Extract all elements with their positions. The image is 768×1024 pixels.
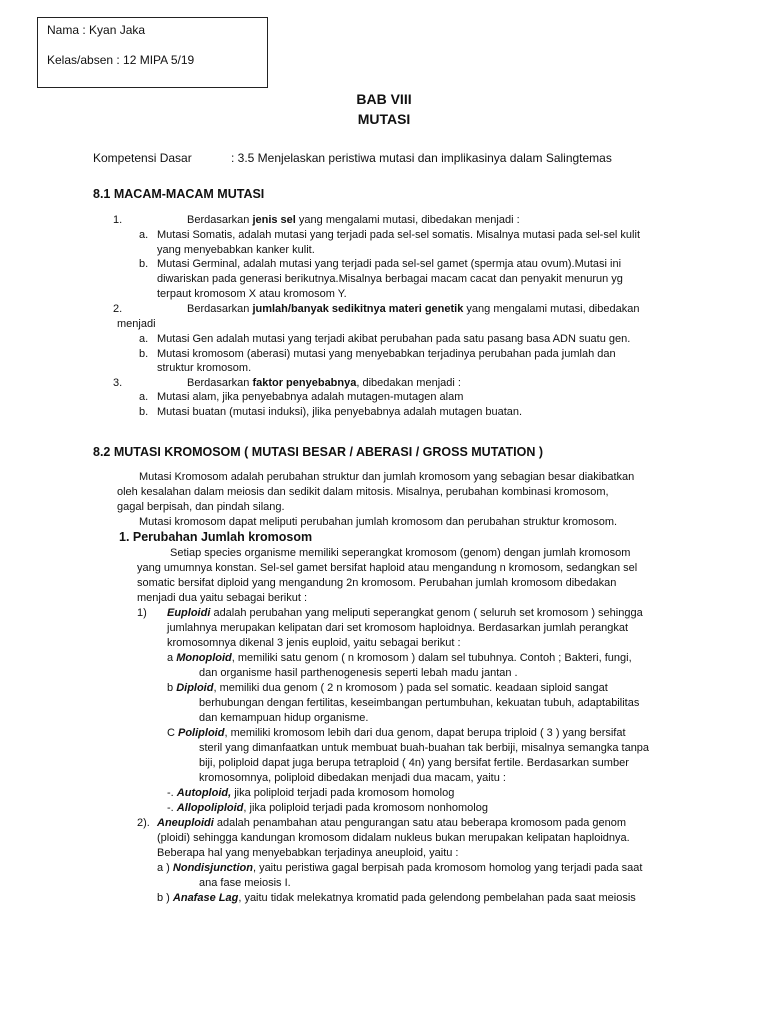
list-marker: a. xyxy=(139,391,149,403)
chapter-number: BAB VIII xyxy=(356,91,412,107)
kd-label: Kompetensi Dasar xyxy=(93,151,192,165)
paragraph-line: ana fase meiosis I. xyxy=(199,877,291,889)
paragraph-line: berhubungan dengan fertilitas, keseimbangan pertumbuhan, kekuatan tubuh, adaptabilitas xyxy=(199,697,640,709)
paragraph-line: kromosomnya, poliploid dibedakan menjadi dua macam, yaitu : xyxy=(199,772,506,784)
list-item-text: struktur kromosom. xyxy=(157,362,252,374)
paragraph-line: Mutasi Kromosom adalah perubahan struktur dan jumlah kromosom yang sebagian besar diakibatkan xyxy=(139,471,635,483)
student-class: Kelas/absen : 12 MIPA 5/19 xyxy=(47,53,195,67)
list-item: a Monoploid, memiliki satu genom ( n kromosom ) dalam sel tubuhnya. Contoh ; Bakteri, fungi, xyxy=(167,652,632,664)
paragraph-line: dan kemampuan hidup organisme. xyxy=(199,712,369,724)
list-item-text: terpaut kromosom X atau kromosom Y. xyxy=(157,288,347,300)
list-item-text: diwariskan pada generasi berikutnya.Misalnya berbagai macam cacat dan penyakit menurun yg xyxy=(157,273,623,285)
paragraph-line: Beberapa hal yang menyebabkan terjadinya aneuploid, yaitu : xyxy=(157,847,459,859)
paragraph-line: oleh kesalahan dalam meiosis dan sedikit dalam mitosis. Misalnya, perubahan kombinasi kromosom, xyxy=(117,486,609,498)
paragraph-line: jumlahnya merupakan kelipatan dari set kromosom haploidnya. Berdasarkan jumlah perangkat xyxy=(167,622,629,634)
list-item: Berdasarkan jenis sel yang mengalami mutasi, dibedakan menjadi : xyxy=(187,214,520,226)
paragraph-line: (ploidi) sehingga kandungan kromosom didalam nukleus bukan merupakan kelipatan haploidnya. xyxy=(157,832,630,844)
paragraph-line: kromosomnya dikenal 3 jenis euploid, yaitu sebagai berikut : xyxy=(167,637,461,649)
list-item-text: Mutasi kromosom (aberasi) mutasi yang menyebabkan terjadinya perubahan pada jumlah dan xyxy=(157,348,616,360)
section-heading: 8.2 MUTASI KROMOSOM ( MUTASI BESAR / ABERASI / GROSS MUTATION ) xyxy=(93,445,544,459)
list-item: Aneuploidi adalah penambahan atau pengurangan satu atau beberapa kromosom pada genom xyxy=(157,817,627,829)
list-item: -. Allopoliploid, jika poliploid terjadi pada kromosom nonhomolog xyxy=(167,802,488,814)
list-marker: a. xyxy=(139,229,149,241)
paragraph-line: Mutasi kromosom dapat meliputi perubahan jumlah kromosom dan perubahan struktur kromosom. xyxy=(139,516,618,528)
paragraph-line: menjadi dua yaitu sebagai berikut : xyxy=(137,592,307,604)
student-name: Nama : Kyan Jaka xyxy=(47,23,146,37)
list-item: b ) Anafase Lag, yaitu tidak melekatnya kromatid pada gelendong pembelahan pada saat meiosis xyxy=(157,892,636,904)
list-marker: a. xyxy=(139,333,149,345)
list-number: 3. xyxy=(113,377,123,389)
paragraph-line: steril yang dimanfaatkan untuk membuat buah-buahan tak berbiji, misalnya semangka tanpa xyxy=(199,742,650,754)
list-marker: b. xyxy=(139,348,149,360)
section-heading: 8.1 MACAM-MACAM MUTASI xyxy=(93,187,265,201)
list-number: 1) xyxy=(137,607,147,619)
paragraph-line: gagal berpisah, dan pindah silang. xyxy=(117,501,285,513)
paragraph-line: dan organisme hasil parthenogenesis seperti lebah madu jantan . xyxy=(199,667,518,679)
identity-box xyxy=(37,17,268,88)
list-item-text: Mutasi Germinal, adalah mutasi yang terjadi pada sel-sel gamet (spermja atau ovum).Mutasi ini xyxy=(157,258,622,270)
list-number: 2). xyxy=(137,817,150,829)
list-item-text: menjadi xyxy=(117,318,156,330)
paragraph-line: somatic bersifat diploid yang mengandung 2n kromosom. Perubahan jumlah kromosom dibedakan xyxy=(137,577,617,589)
list-number: 2. xyxy=(113,303,123,315)
chapter-title: MUTASI xyxy=(357,111,411,127)
subsection-heading: 1. Perubahan Jumlah kromosom xyxy=(119,530,313,544)
list-item-text: Mutasi buatan (mutasi induksi), jlika penyebabnya adalah mutagen buatan. xyxy=(157,406,523,418)
list-number: 1. xyxy=(113,214,123,226)
list-item-text: yang menyebabkan kanker kulit. xyxy=(157,244,315,256)
list-item-text: Mutasi Somatis, adalah mutasi yang terjadi pada sel-sel somatis. Misalnya mutasi pada sel-sel kulit xyxy=(157,229,640,241)
list-item-text: Mutasi alam, jika penyebabnya adalah mutagen-mutagen alam xyxy=(157,391,464,403)
list-item: b Diploid, memiliki dua genom ( 2 n kromosom ) pada sel somatic. keadaan siploid sangat xyxy=(167,682,608,694)
list-item: a ) Nondisjunction, yaitu peristiwa gagal berpisah pada kromosom homolog yang terjadi pada saat xyxy=(157,862,643,874)
paragraph-line: yang umumnya konstan. Sel-sel gamet bersifat haploid atau mengandung n kromosom, sedangkan sel xyxy=(137,562,638,574)
list-item: -. Autoploid, jika poliploid terjadi pada kromosom homolog xyxy=(167,787,455,799)
paragraph-line: Setiap species organisme memiliki seperangkat kromosom (genom) dengan jumlah kromosom xyxy=(170,547,631,559)
list-marker: b. xyxy=(139,406,149,418)
list-item: Euploidi adalah perubahan yang meliputi seperangkat genom ( seluruh set kromosom ) sehingga xyxy=(167,607,643,619)
list-item: Berdasarkan jumlah/banyak sedikitnya materi genetik yang mengalami mutasi, dibedakan xyxy=(187,303,640,315)
list-item: C Poliploid, memiliki kromosom lebih dari dua genom, dapat berupa triploid ( 3 ) yang bersifat xyxy=(167,727,626,739)
list-item: Berdasarkan faktor penyebabnya, dibedakan menjadi : xyxy=(187,377,461,389)
list-marker: b. xyxy=(139,258,149,270)
list-item-text: Mutasi Gen adalah mutasi yang terjadi akibat perubahan pada satu pasang basa ADN suatu gen. xyxy=(157,333,631,345)
kd-value: : 3.5 Menjelaskan peristiwa mutasi dan implikasinya dalam Salingtemas xyxy=(231,151,612,165)
paragraph-line: biji, poliploid dapat juga berupa tetraploid ( 4n) yang bersifat fertile. Berdasarkan sumber xyxy=(199,757,629,769)
